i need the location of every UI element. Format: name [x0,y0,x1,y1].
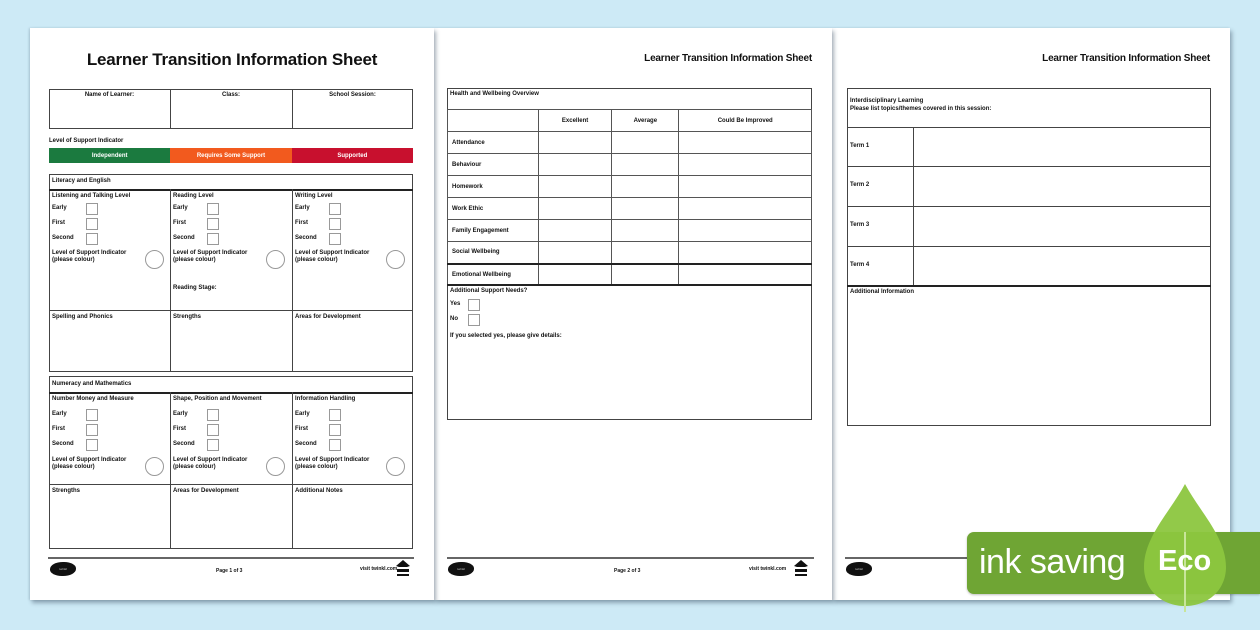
yes-checkbox[interactable] [468,299,480,311]
name-of-learner-label: Name of Learner: [84,92,135,98]
rating-cell[interactable] [539,198,612,220]
interdisciplinary-section [847,88,1211,426]
row-label: Work Ethic [448,198,539,220]
column-header-could-improve: Could Be Improved [679,110,812,132]
rating-cell[interactable] [539,242,612,264]
option-label: Early [173,205,188,212]
strengths-label: Strengths [52,488,81,494]
early-checkbox[interactable] [207,409,219,421]
option-label: Second [52,441,74,448]
rating-cell[interactable] [612,264,679,286]
no-checkbox[interactable] [468,314,480,326]
rating-cell[interactable] [539,264,612,286]
support-some: Requires Some Support [170,148,291,163]
support-indicator-circle[interactable] [266,457,285,476]
table-row [448,176,812,198]
first-checkbox[interactable] [207,218,219,230]
table-row [448,242,812,264]
option-label: Early [173,411,188,418]
support-indicator-circle[interactable] [145,250,164,269]
second-checkbox[interactable] [86,439,98,451]
rating-cell[interactable] [539,132,612,154]
option-label: Early [52,411,67,418]
rating-cell[interactable] [612,176,679,198]
table-row [448,154,812,176]
option-label: Second [52,235,74,242]
spelling-phonics-label: Spelling and Phonics [52,314,113,320]
early-checkbox[interactable] [329,203,341,215]
twinkl-hat-icon [394,558,412,578]
rating-cell[interactable] [679,176,812,198]
first-checkbox[interactable] [329,424,341,436]
support-indicator-prompt: Level of Support Indicator (please colour) [173,457,248,471]
literacy-section [49,174,413,372]
row-label: Family Engagement [448,220,539,242]
class-label: Class: [221,92,240,98]
writing-level-title: Writing Level [295,193,333,199]
rating-cell[interactable] [679,198,812,220]
support-supported: Supported [292,148,413,163]
option-label: Early [52,205,67,212]
twinkl-logo: twinkl [846,562,872,576]
support-indicator-prompt: Level of Support Indicator (please colour) [295,457,370,471]
rating-cell[interactable] [679,264,812,286]
support-indicator-prompt: Level of Support Indicator (please colour) [52,250,127,264]
column-header [448,110,539,132]
table-header-row [448,110,812,132]
option-label: First [173,426,187,433]
support-indicator-circle[interactable] [266,250,285,269]
information-handling-title: Information Handling [295,396,356,402]
page-1 [30,28,434,600]
rating-cell[interactable] [612,198,679,220]
row-label: Attendance [448,132,539,154]
row-label: Behaviour [448,154,539,176]
support-indicator-circle[interactable] [386,457,405,476]
rating-cell[interactable] [679,242,812,264]
twinkl-logo: twinkl [50,562,76,576]
table-row [448,220,812,242]
school-session-label: School Session: [329,92,376,98]
row-label: Homework [448,176,539,198]
option-label: First [173,220,187,227]
second-checkbox[interactable] [329,233,341,245]
row-label: Emotional Wellbeing [448,264,539,286]
numeracy-heading: Numeracy and Mathematics [52,381,132,387]
no-label: No [450,316,458,323]
early-checkbox[interactable] [86,409,98,421]
table-row [448,264,812,286]
first-checkbox[interactable] [86,424,98,436]
option-label: Early [295,205,310,212]
topics-prompt: Please list topics/themes covered in this session: [850,106,992,112]
support-indicator-prompt: Level of Support Indicator (please colour) [52,457,127,471]
first-checkbox[interactable] [329,218,341,230]
interdisciplinary-heading: Interdisciplinary Learning [850,98,924,104]
number-money-measure-title: Number Money and Measure [52,396,134,402]
first-checkbox[interactable] [86,218,98,230]
eco-label: Eco [1158,545,1212,577]
ink-saving-text: ink saving [979,543,1126,581]
additional-notes-label: Additional Notes [295,488,343,494]
early-checkbox[interactable] [329,409,341,421]
option-label: First [295,220,309,227]
rating-cell[interactable] [612,132,679,154]
twinkl-hat-icon [792,558,810,578]
term-1-label: Term 1 [850,143,870,149]
visit-link[interactable]: visit twinkl.com [360,566,398,572]
details-prompt: If you selected yes, please give details: [450,333,562,339]
page-number: Page 1 of 3 [216,568,243,574]
page-number: Page 2 of 3 [614,568,641,574]
visit-link[interactable]: visit twinkl.com [749,566,787,572]
term-3-label: Term 3 [850,222,870,228]
option-label: Second [295,441,317,448]
areas-development-label: Areas for Development [295,314,361,320]
term-2-label: Term 2 [850,182,870,188]
yes-label: Yes [450,301,461,308]
table-row [448,198,812,220]
additional-support-question: Additional Support Needs? [450,288,528,294]
option-label: Second [173,441,195,448]
support-indicator-prompt: Level of Support Indicator (please colour) [295,250,370,264]
twinkl-logo: twinkl [448,562,474,576]
support-indicator-circle[interactable] [386,250,405,269]
shape-position-movement-title: Shape, Position and Movement [173,396,262,402]
support-indicator-prompt: Level of Support Indicator (please colour) [173,250,248,264]
additional-information-label: Additional Information [850,289,914,295]
rating-cell[interactable] [612,242,679,264]
second-checkbox[interactable] [86,233,98,245]
page-title: Learner Transition Information Sheet [86,50,378,69]
rating-cell[interactable] [612,154,679,176]
rating-cell[interactable] [679,154,812,176]
row-label: Social Wellbeing [448,242,539,264]
column-header-average: Average [612,110,679,132]
rating-cell[interactable] [612,220,679,242]
option-label: First [295,426,309,433]
support-level-bar [49,148,413,163]
option-label: Early [295,411,310,418]
rating-cell[interactable] [679,220,812,242]
page-title: Learner Transition Information Sheet [1042,53,1210,64]
option-label: First [52,220,66,227]
support-indicator-label: Level of Support Indicator [49,138,124,144]
page-2 [434,28,832,600]
second-checkbox[interactable] [329,439,341,451]
rating-cell[interactable] [679,132,812,154]
rating-cell[interactable] [539,176,612,198]
early-checkbox[interactable] [207,203,219,215]
table-row [448,132,812,154]
areas-development-label: Areas for Development [173,488,239,494]
early-checkbox[interactable] [86,203,98,215]
strengths-label: Strengths [173,314,202,320]
term-4-label: Term 4 [850,262,870,268]
health-wellbeing-table [447,109,812,286]
option-label: Second [173,235,195,242]
rating-cell[interactable] [539,154,612,176]
rating-cell[interactable] [539,220,612,242]
reading-stage-label: Reading Stage: [173,285,217,291]
option-label: First [52,426,66,433]
literacy-heading: Literacy and English [52,178,111,184]
first-checkbox[interactable] [207,424,219,436]
health-wellbeing-heading: Health and Wellbeing Overview [450,91,539,97]
support-independent: Independent [49,148,170,163]
second-checkbox[interactable] [207,233,219,245]
page-title: Learner Transition Information Sheet [644,53,812,64]
listening-talking-title: Listening and Talking Level [52,193,131,199]
column-header-excellent: Excellent [539,110,612,132]
second-checkbox[interactable] [207,439,219,451]
support-indicator-circle[interactable] [145,457,164,476]
option-label: Second [295,235,317,242]
reading-level-title: Reading Level [173,193,214,199]
